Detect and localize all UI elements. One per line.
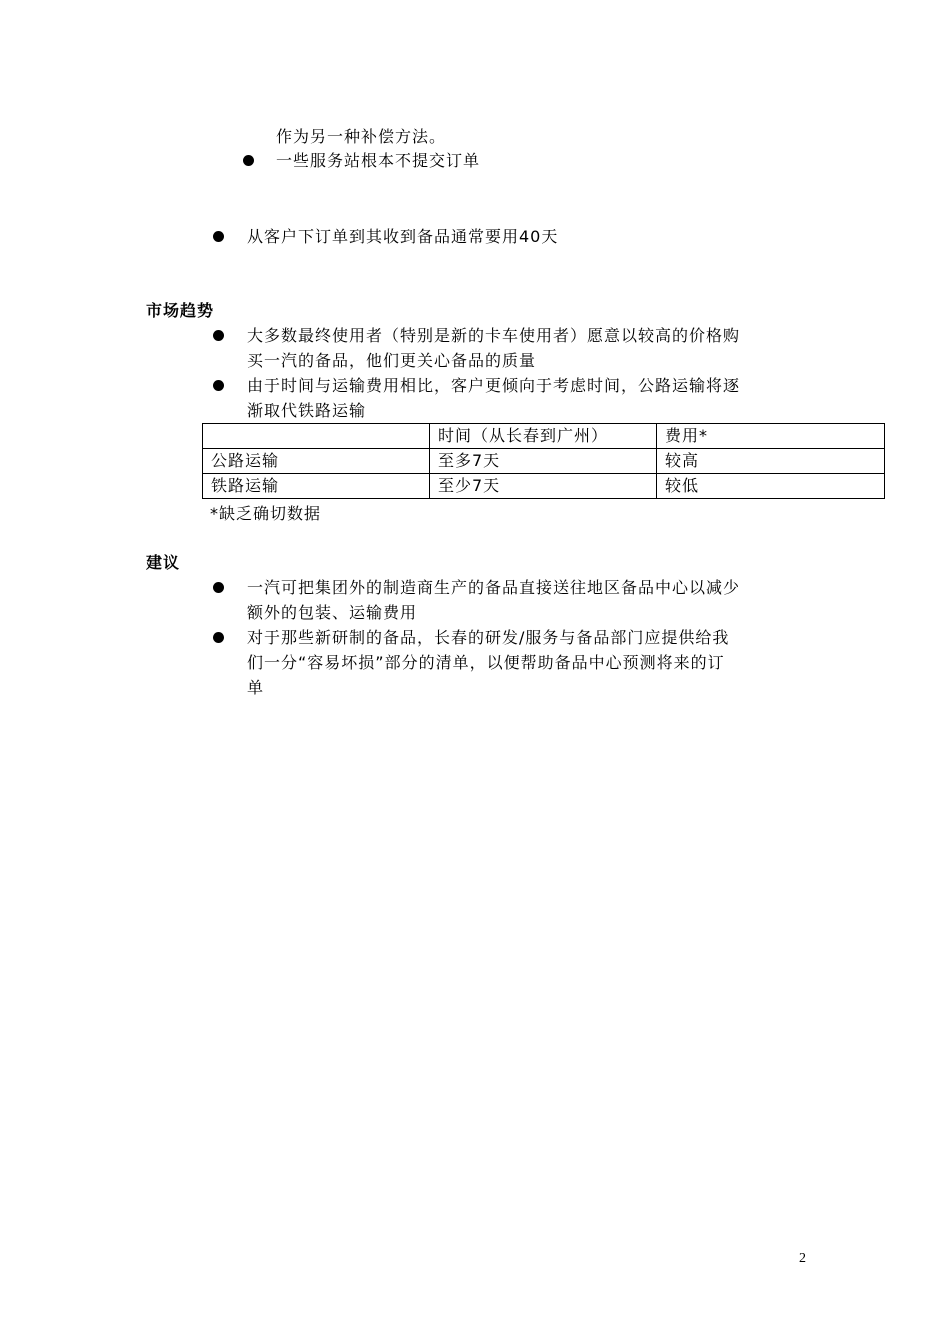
table-cell: 公路运输: [203, 449, 430, 474]
list-item-text: 一汽可把集团外的制造商生产的备品直接送往地区备品中心以减少: [247, 578, 741, 597]
list-item-text: 额外的包装、运输费用: [247, 603, 418, 622]
list-item-text: 由于时间与运输费用相比，客户更倾向于考虑时间，公路运输将逐: [247, 376, 741, 395]
bullet-icon: [213, 582, 224, 593]
list-item-text: 从客户下订单到其收到备品通常要用40天: [247, 227, 559, 246]
list-item-text: 对于那些新研制的备品，长春的研发/服务与备品部门应提供给我: [247, 628, 730, 647]
table-cell: 至少7天: [430, 474, 657, 499]
page-number: 2: [799, 1251, 806, 1266]
table-header-cell: 费用*: [657, 424, 885, 449]
table-cell: 至多7天: [430, 449, 657, 474]
table-footnote: *缺乏确切数据: [210, 504, 322, 523]
list-item-text: 买一汽的备品，他们更关心备品的质量: [247, 351, 537, 370]
bullet-icon: [213, 330, 224, 341]
list-item-text: 渐取代铁路运输: [247, 401, 367, 420]
list-item-text: 一些服务站根本不提交订单: [276, 151, 481, 170]
table-header-cell: 时间（从长春到广州）: [430, 424, 657, 449]
table-cell: 较高: [657, 449, 885, 474]
table-cell: 较低: [657, 474, 885, 499]
list-item-text: 单: [247, 678, 265, 697]
bullet-icon: [213, 231, 224, 242]
table-cell: 铁路运输: [203, 474, 430, 499]
bullet-icon: [213, 632, 224, 643]
list-item-text: 们一分“容易坏损”部分的清单，以便帮助备品中心预测将来的订: [247, 653, 725, 672]
table-row: [203, 449, 885, 474]
transport-comparison-table: [202, 423, 885, 499]
section-heading-market-trends: 市场趋势: [146, 301, 215, 320]
table-row: [203, 474, 885, 499]
section-heading-recommendations: 建议: [146, 553, 181, 572]
table-header-cell: [203, 424, 430, 449]
list-item-text: 大多数最终使用者（特别是新的卡车使用者）愿意以较高的价格购: [247, 326, 741, 345]
bullet-icon: [213, 380, 224, 391]
list-continuation-text: 作为另一种补偿方法。: [276, 127, 447, 146]
table-header-row: [203, 424, 885, 449]
bullet-icon: [243, 155, 254, 166]
